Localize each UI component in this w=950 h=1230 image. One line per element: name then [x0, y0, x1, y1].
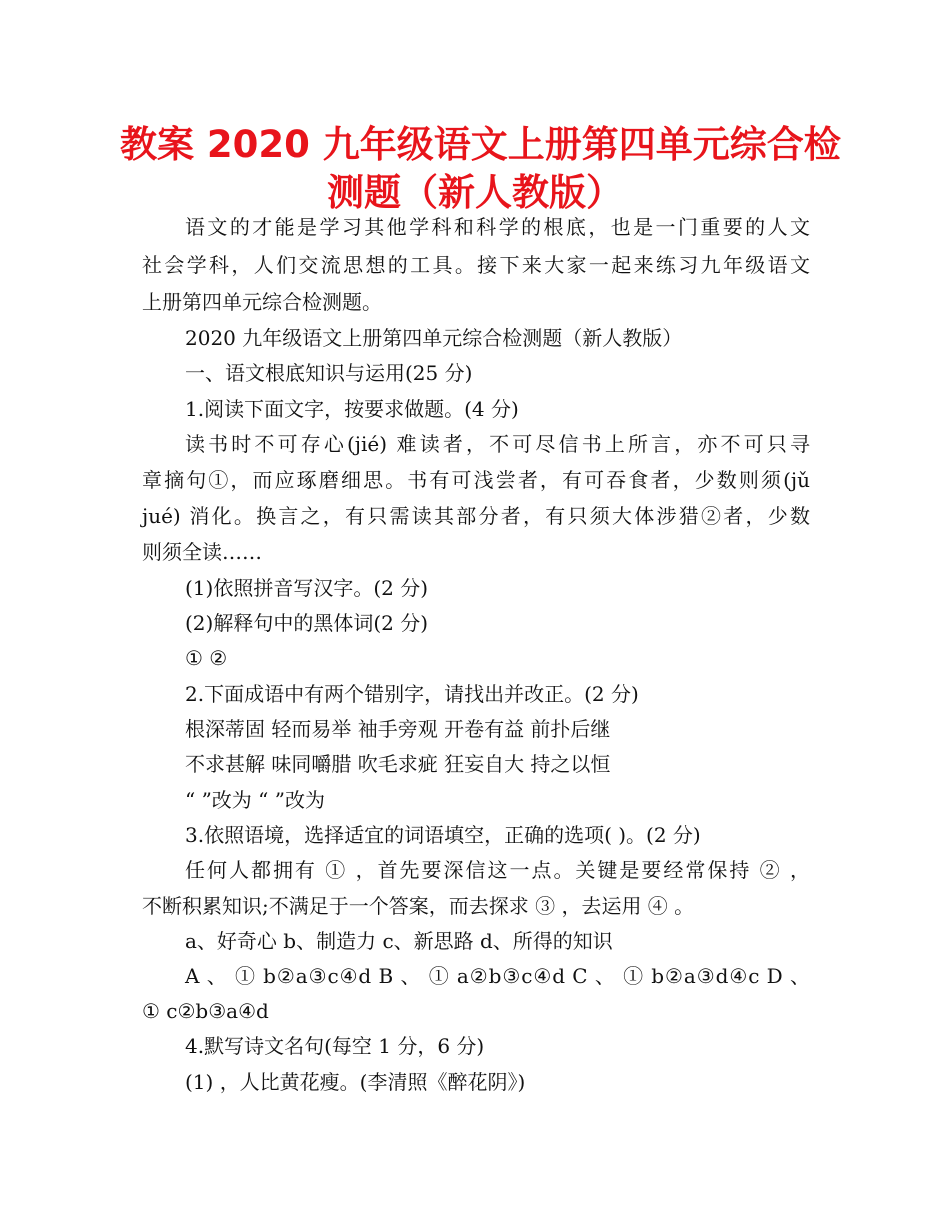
idiom-list-line-1: 根深蒂固 轻而易举 袖手旁观 开卷有益 前扑后继	[185, 717, 611, 741]
document-title-line-1: 教案 2020 九年级语文上册第四单元综合检	[120, 123, 841, 166]
document-title-line-2: 测题（新人教版）	[327, 171, 623, 214]
answer-choices-line-1: A 、 ① b②a③c④d B 、 ① a②b③c④d C 、 ① b②a③d④c D 、	[185, 964, 810, 988]
poem-recitation-item-1: (1) ，人比黄花瘦。(李清照《醉花阴》)	[185, 1070, 526, 1094]
answer-choices-line-2: ① c②b③a④d	[142, 999, 269, 1023]
intro-paragraph-line-1: 语文的才能是学习其他学科和科学的根底，也是一门重要的人文	[185, 215, 810, 239]
answer-markers: ① ②	[185, 646, 228, 670]
idiom-list-line-2: 不求甚解 味同嚼腊 吹毛求疵 狂妄自大 持之以恒	[185, 752, 611, 776]
subtitle-paragraph: 2020 九年级语文上册第四单元综合检测题（新人教版）	[185, 326, 683, 350]
subquestion-2: (2)解释句中的黑体词(2 分)	[185, 611, 429, 635]
intro-paragraph-line-3: 上册第四单元综合检测题。	[142, 290, 382, 314]
reading-passage-line-3: jué) 消化。换言之，有只需读其部分者，有只须大体涉猎②者，少数	[142, 504, 810, 528]
subquestion-1: (1)依照拼音写汉字。(2 分)	[185, 576, 429, 600]
section-heading: 一、语文根底知识与运用(25 分)	[185, 361, 473, 385]
context-passage-line-1: 任何人都拥有 ① ，首先要深信这一点。关键是要经常保持 ② ，	[185, 858, 810, 882]
word-options: a、好奇心 b、制造力 c、新思路 d、所得的知识	[185, 929, 613, 953]
question-3-heading: 3.依照语境，选择适宜的词语填空，正确的选项( )。(2 分)	[185, 823, 701, 847]
question-4-heading: 4.默写诗文名句(每空 1 分，6 分)	[185, 1034, 485, 1058]
intro-paragraph-line-2: 社会学科，人们交流思想的工具。接下来大家一起来练习九年级语文	[142, 253, 810, 277]
question-1-heading: 1.阅读下面文字，按要求做题。(4 分)	[185, 397, 519, 421]
question-2-heading: 2.下面成语中有两个错别字，请找出并改正。(2 分)	[185, 682, 639, 706]
correction-blanks: “ ”改为 “ ”改为	[185, 788, 325, 812]
reading-passage-line-2: 章摘句①，而应琢磨细思。书有可浅尝者，有可吞食者，少数则须(jǔ	[142, 468, 810, 492]
reading-passage-line-1: 读书时不可存心(jié) 难读者，不可尽信书上所言，亦不可只寻	[185, 432, 810, 456]
reading-passage-line-4: 则须全读……	[142, 540, 262, 564]
context-passage-line-2: 不断积累知识;不满足于一个答案，而去探求 ③ ，去运用 ④ 。	[142, 894, 695, 918]
